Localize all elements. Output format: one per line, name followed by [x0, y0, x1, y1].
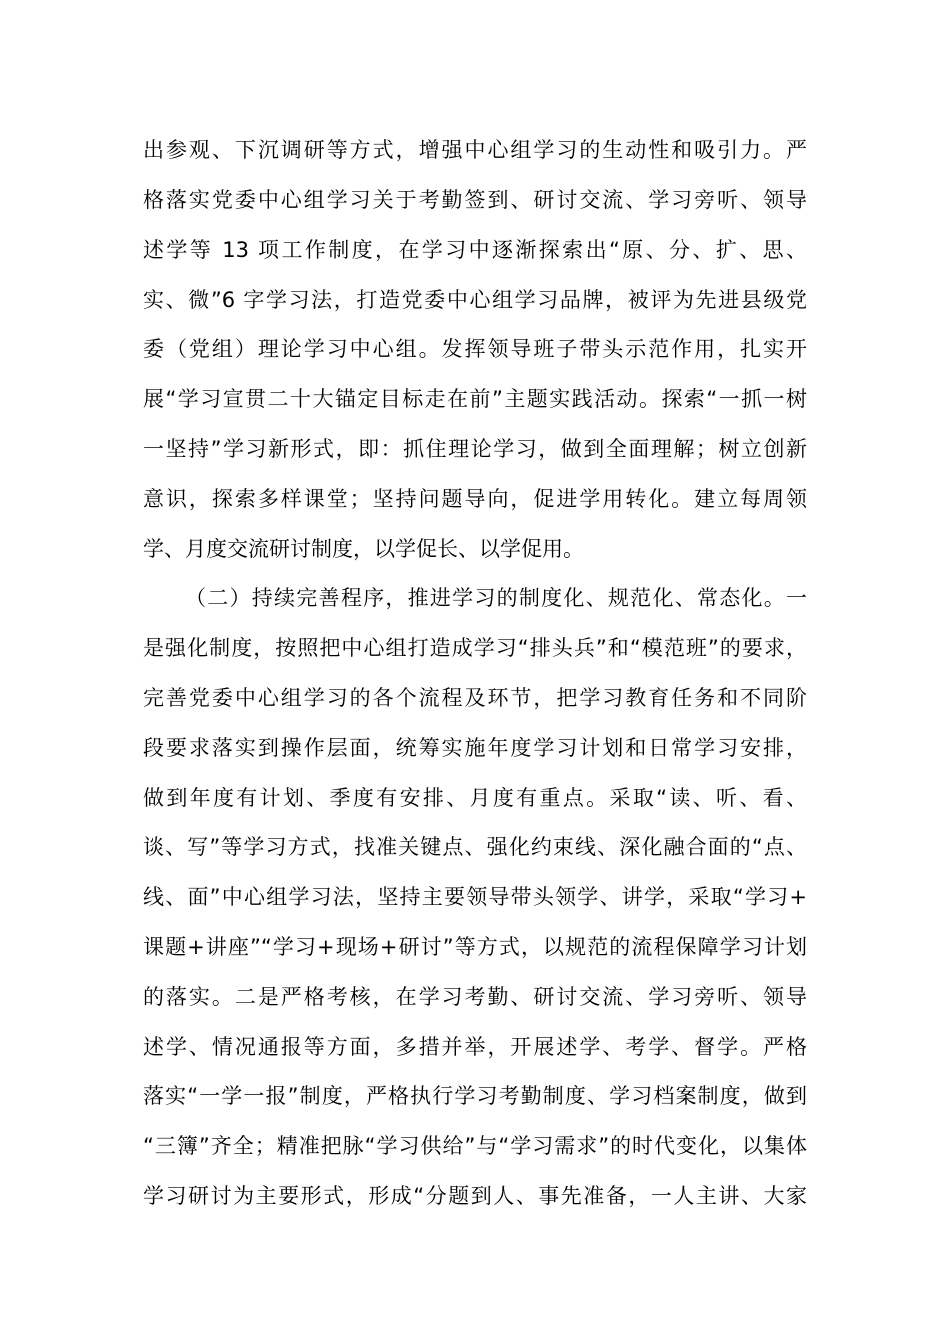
paragraph-line: 完善党委中心组学习的各个流程及环节，把学习教育任务和不同阶: [143, 686, 807, 710]
paragraph-line: 实、微”6 字学习法，打造党委中心组学习品牌，被评为先进县级党: [143, 288, 807, 312]
paragraph-line: 线、面”中心组学习法，坚持主要领导带头领学、讲学，采取“学习+: [143, 885, 807, 909]
paragraph-line: 意识，探索多样课堂；坚持问题导向，促进学用转化。建立每周领: [143, 487, 807, 511]
paragraph-line: 格落实党委中心组学习关于考勤签到、研讨交流、学习旁听、领导: [143, 188, 807, 212]
paragraph-line: 的落实。二是严格考核，在学习考勤、研讨交流、学习旁听、领导: [143, 985, 807, 1009]
paragraph-line: 展“学习宣贯二十大锚定目标走在前”主题实践活动。探索“一抓一树: [143, 387, 807, 411]
paragraph-line: 出参观、下沉调研等方式，增强中心组学习的生动性和吸引力。严: [143, 138, 807, 162]
paragraph-line: 述学等 13 项工作制度，在学习中逐渐探索出“原、分、扩、思、: [143, 238, 807, 262]
paragraph-line: 述学、情况通报等方面，多措并举，开展述学、考学、督学。严格: [143, 1035, 807, 1059]
paragraph-line: 是强化制度，按照把中心组打造成学习“排头兵”和“模范班”的要求，: [143, 636, 807, 660]
paragraph-line: 课题+讲座”“学习+现场+研讨”等方式，以规范的流程保障学习计划: [143, 935, 807, 959]
paragraph-line: 落实“一学一报”制度，严格执行学习考勤制度、学习档案制度，做到: [143, 1084, 807, 1108]
paragraph-line: 一坚持”学习新形式，即：抓住理论学习，做到全面理解；树立创新: [143, 437, 807, 461]
paragraph-line: 段要求落实到操作层面，统筹实施年度学习计划和日常学习安排，: [143, 736, 807, 760]
paragraph-line: 谈、写”等学习方式，找准关键点、强化约束线、深化融合面的“点、: [143, 835, 807, 859]
paragraph-line: “三簿”齐全；精准把脉“学习供给”与“学习需求”的时代变化，以集体: [143, 1134, 807, 1158]
paragraph-line: 学、月度交流研讨制度，以学促长、以学促用。: [143, 537, 584, 561]
paragraph-line: 做到年度有计划、季度有安排、月度有重点。采取“读、听、看、: [143, 786, 807, 810]
paragraph-line: 学习研讨为主要形式，形成“分题到人、事先准备，一人主讲、大家: [143, 1184, 807, 1208]
paragraph-line: （二）持续完善程序，推进学习的制度化、规范化、常态化。一: [185, 586, 807, 610]
paragraph-line: 委（党组）理论学习中心组。发挥领导班子带头示范作用，扎实开: [143, 337, 807, 361]
